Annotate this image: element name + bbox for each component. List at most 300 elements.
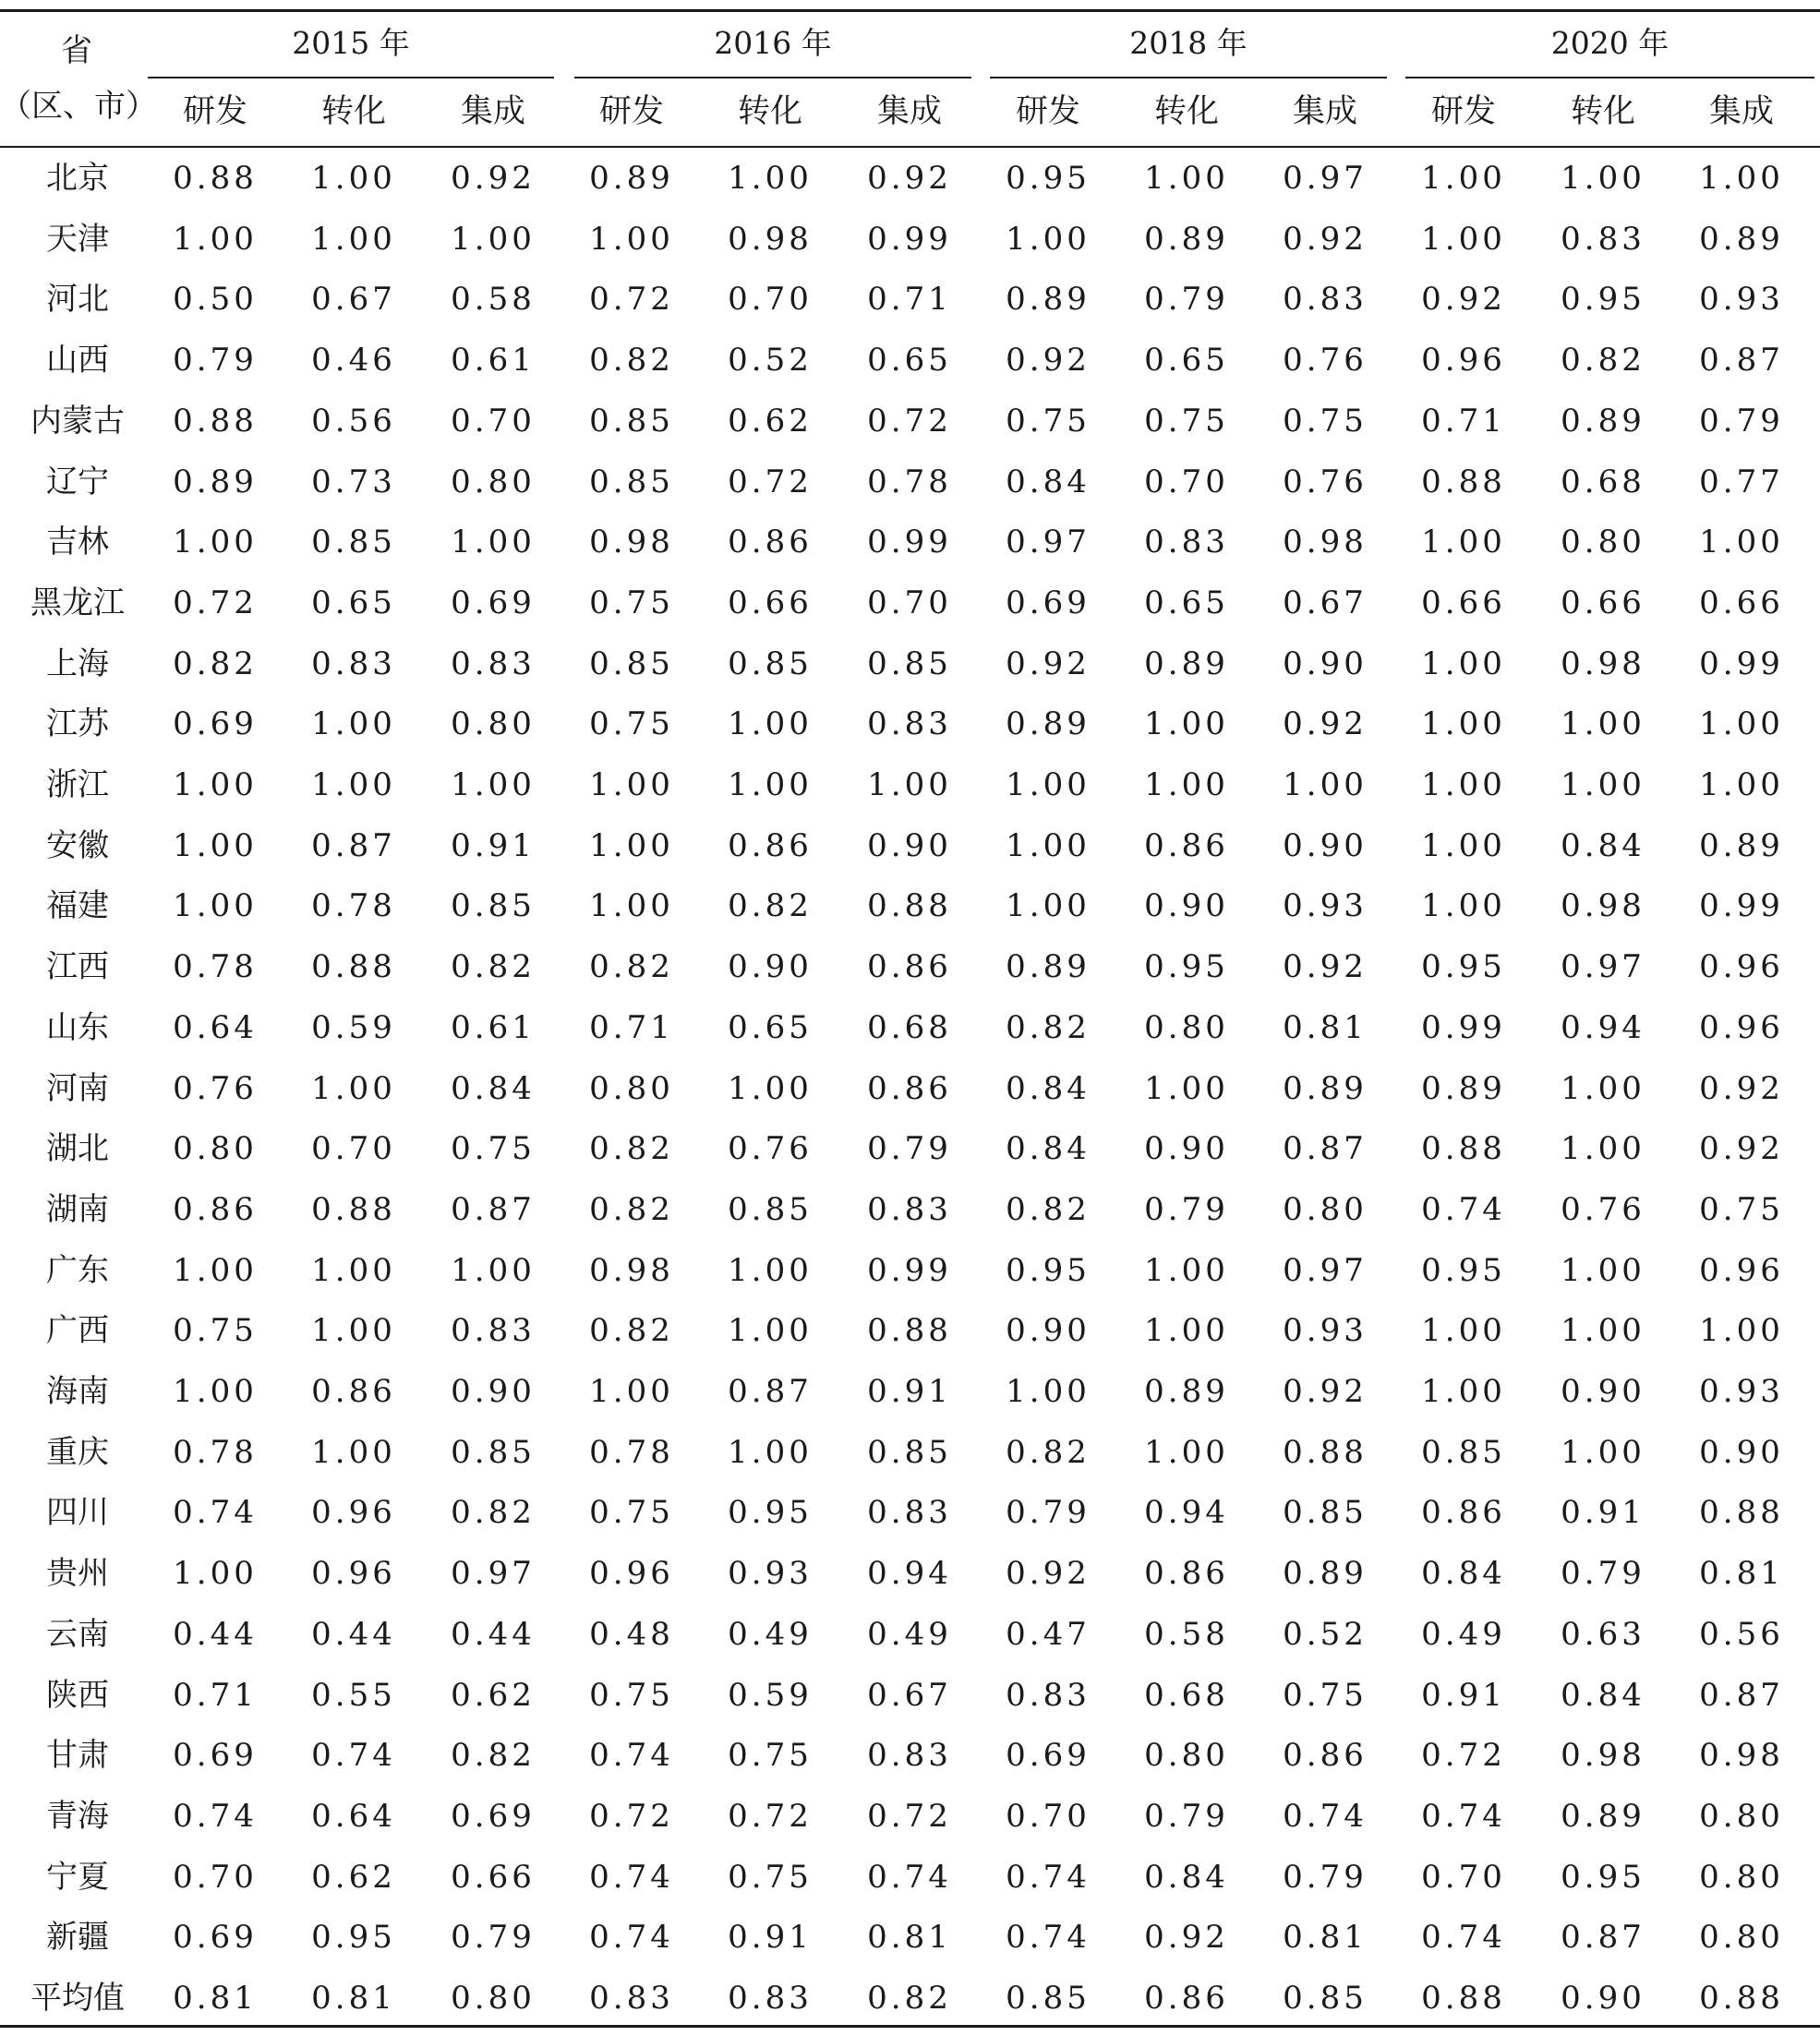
table-cell: 0.79 bbox=[451, 1919, 536, 1956]
table-cell: 0.98 bbox=[1699, 1737, 1784, 1774]
table-cell: 0.78 bbox=[867, 464, 952, 500]
table-cell: 0.98 bbox=[1283, 524, 1368, 560]
table-cell: 0.89 bbox=[1283, 1070, 1368, 1107]
table-cell: 1.00 bbox=[1144, 1434, 1229, 1471]
table-cell: 0.56 bbox=[311, 403, 396, 440]
table-cell: 1.00 bbox=[589, 827, 674, 864]
table-cell: 1.00 bbox=[173, 766, 258, 803]
table-cell: 1.00 bbox=[311, 221, 396, 258]
table-cell: 0.74 bbox=[173, 1798, 258, 1835]
table-cell: 0.96 bbox=[589, 1555, 674, 1592]
table-cell: 1.00 bbox=[1421, 524, 1506, 560]
table-cell: 0.81 bbox=[311, 1980, 396, 2017]
table-cell: 0.72 bbox=[589, 281, 674, 318]
table-cell: 0.81 bbox=[1283, 1009, 1368, 1046]
region-name: 重庆 bbox=[46, 1434, 109, 1471]
table-cell: 0.80 bbox=[1699, 1859, 1784, 1896]
region-name: 浙江 bbox=[46, 766, 109, 803]
table-cell: 0.83 bbox=[867, 705, 952, 742]
table-cell: 1.00 bbox=[451, 221, 536, 258]
table-cell: 0.49 bbox=[1421, 1616, 1506, 1653]
table-cell: 0.75 bbox=[1283, 1677, 1368, 1714]
region-name: 吉林 bbox=[46, 524, 109, 560]
region-name: 湖北 bbox=[46, 1130, 109, 1167]
table-cell: 0.95 bbox=[1421, 1252, 1506, 1289]
year-header: 2018 年 bbox=[1129, 25, 1247, 61]
table-cell: 0.82 bbox=[1006, 1434, 1091, 1471]
table-cell: 0.92 bbox=[1006, 342, 1091, 379]
table-cell: 0.86 bbox=[1144, 1555, 1229, 1592]
table-cell: 0.76 bbox=[1561, 1191, 1645, 1228]
table-cell: 1.00 bbox=[1421, 1312, 1506, 1349]
table-cell: 0.83 bbox=[1006, 1677, 1091, 1714]
table-cell: 0.88 bbox=[867, 887, 952, 924]
table-cell: 0.79 bbox=[1144, 1798, 1229, 1835]
table-cell: 0.88 bbox=[1699, 1494, 1784, 1531]
table-cell: 0.88 bbox=[311, 1191, 396, 1228]
table-cell: 0.98 bbox=[1561, 887, 1645, 924]
table-cell: 0.89 bbox=[1006, 948, 1091, 985]
table-cell: 0.85 bbox=[1421, 1434, 1506, 1471]
table-cell: 0.75 bbox=[173, 1312, 258, 1349]
table-cell: 0.85 bbox=[1283, 1980, 1368, 2017]
region-name: 四川 bbox=[46, 1494, 109, 1531]
table-cell: 0.81 bbox=[1699, 1555, 1784, 1592]
table-cell: 1.00 bbox=[1421, 160, 1506, 197]
table-cell: 0.91 bbox=[728, 1919, 813, 1956]
table-cell: 0.96 bbox=[1699, 1009, 1784, 1046]
table-cell: 0.80 bbox=[451, 1980, 536, 2017]
table-cell: 0.84 bbox=[1561, 827, 1645, 864]
table-cell: 0.84 bbox=[1006, 1070, 1091, 1107]
table-cell: 0.89 bbox=[1561, 403, 1645, 440]
table-cell: 0.91 bbox=[1421, 1677, 1506, 1714]
table-cell: 0.81 bbox=[867, 1919, 952, 1956]
table-cell: 0.83 bbox=[451, 645, 536, 682]
table-cell: 1.00 bbox=[1144, 1252, 1229, 1289]
table-cell: 1.00 bbox=[1421, 766, 1506, 803]
table-cell: 0.95 bbox=[1144, 948, 1229, 985]
table-cell: 1.00 bbox=[311, 160, 396, 197]
table-cell: 0.83 bbox=[867, 1737, 952, 1774]
table-cell: 0.82 bbox=[451, 948, 536, 985]
region-name: 平均值 bbox=[30, 1980, 125, 2017]
table-cell: 0.83 bbox=[311, 645, 396, 682]
table-cell: 0.97 bbox=[1283, 1252, 1368, 1289]
table-cell: 0.92 bbox=[1283, 221, 1368, 258]
table-cell: 1.00 bbox=[1144, 766, 1229, 803]
table-cell: 0.82 bbox=[1006, 1009, 1091, 1046]
region-name: 河南 bbox=[46, 1070, 109, 1107]
table-cell: 0.84 bbox=[451, 1070, 536, 1107]
table-cell: 1.00 bbox=[173, 524, 258, 560]
table-cell: 0.75 bbox=[728, 1859, 813, 1896]
table-cell: 0.56 bbox=[1699, 1616, 1784, 1653]
table-cell: 0.91 bbox=[451, 827, 536, 864]
table-cell: 0.85 bbox=[589, 645, 674, 682]
table-cell: 0.79 bbox=[867, 1130, 952, 1167]
region-name: 海南 bbox=[46, 1373, 109, 1410]
table-cell: 0.74 bbox=[1283, 1798, 1368, 1835]
table-cell: 0.72 bbox=[728, 464, 813, 500]
table-cell: 1.00 bbox=[589, 1373, 674, 1410]
table-cell: 0.44 bbox=[173, 1616, 258, 1653]
table-cell: 1.00 bbox=[1561, 766, 1645, 803]
column-header: 研发 bbox=[1430, 93, 1496, 130]
table-cell: 0.74 bbox=[1421, 1191, 1506, 1228]
table-cell: 0.84 bbox=[1144, 1859, 1229, 1896]
table-cell: 0.87 bbox=[311, 827, 396, 864]
table-cell: 0.67 bbox=[1283, 584, 1368, 621]
table-cell: 0.92 bbox=[867, 160, 952, 197]
table-cell: 1.00 bbox=[1561, 1312, 1645, 1349]
table-cell: 1.00 bbox=[867, 766, 952, 803]
table-cell: 1.00 bbox=[728, 1252, 813, 1289]
table-cell: 0.89 bbox=[1699, 827, 1784, 864]
table-cell: 0.82 bbox=[173, 645, 258, 682]
table-cell: 0.66 bbox=[1421, 584, 1506, 621]
table-cell: 0.68 bbox=[1561, 464, 1645, 500]
table-cell: 0.44 bbox=[311, 1616, 396, 1653]
table-cell: 1.00 bbox=[1421, 221, 1506, 258]
table-cell: 0.85 bbox=[728, 1191, 813, 1228]
table-cell: 0.95 bbox=[1006, 1252, 1091, 1289]
region-name: 山东 bbox=[46, 1009, 109, 1046]
table-cell: 0.92 bbox=[1283, 1373, 1368, 1410]
table-cell: 0.86 bbox=[1421, 1494, 1506, 1531]
table-cell: 0.69 bbox=[451, 584, 536, 621]
table-cell: 0.87 bbox=[728, 1373, 813, 1410]
table-cell: 0.72 bbox=[1421, 1737, 1506, 1774]
table-cell: 0.92 bbox=[1006, 1555, 1091, 1592]
region-name: 湖南 bbox=[46, 1191, 109, 1228]
table-cell: 0.88 bbox=[1421, 1130, 1506, 1167]
table-cell: 0.98 bbox=[1561, 1737, 1645, 1774]
table-cell: 0.95 bbox=[1561, 281, 1645, 318]
table-cell: 0.96 bbox=[1699, 948, 1784, 985]
table-cell: 1.00 bbox=[1283, 766, 1368, 803]
table-cell: 0.69 bbox=[173, 1919, 258, 1956]
table-cell: 0.89 bbox=[1144, 221, 1229, 258]
table-cell: 0.62 bbox=[451, 1677, 536, 1714]
region-name: 广西 bbox=[46, 1312, 109, 1349]
table-cell: 0.89 bbox=[1421, 1070, 1506, 1107]
region-name: 山西 bbox=[46, 342, 109, 379]
table-cell: 0.89 bbox=[1283, 1555, 1368, 1592]
table-cell: 0.69 bbox=[451, 1798, 536, 1835]
table-cell: 0.49 bbox=[867, 1616, 952, 1653]
table-cell: 0.85 bbox=[728, 645, 813, 682]
table-cell: 0.88 bbox=[173, 160, 258, 197]
table-cell: 0.90 bbox=[1561, 1980, 1645, 2017]
table-cell: 1.00 bbox=[1144, 705, 1229, 742]
table-cell: 0.70 bbox=[867, 584, 952, 621]
table-cell: 0.74 bbox=[589, 1859, 674, 1896]
table-cell: 1.00 bbox=[173, 1373, 258, 1410]
table-cell: 1.00 bbox=[1006, 1373, 1091, 1410]
table-cell: 0.90 bbox=[1283, 827, 1368, 864]
table-cell: 0.75 bbox=[1699, 1191, 1784, 1228]
table-cell: 0.89 bbox=[1144, 1373, 1229, 1410]
region-name: 辽宁 bbox=[46, 464, 109, 500]
table-cell: 0.79 bbox=[1283, 1859, 1368, 1896]
table-cell: 0.99 bbox=[867, 221, 952, 258]
table-cell: 1.00 bbox=[311, 1434, 396, 1471]
table-cell: 0.85 bbox=[589, 403, 674, 440]
table-cell: 0.90 bbox=[728, 948, 813, 985]
year-header: 2015 年 bbox=[292, 25, 410, 61]
table-cell: 1.00 bbox=[728, 766, 813, 803]
table-cell: 1.00 bbox=[173, 887, 258, 924]
year-header: 2020 年 bbox=[1550, 25, 1669, 61]
table-cell: 0.58 bbox=[451, 281, 536, 318]
table-cell: 0.86 bbox=[1283, 1737, 1368, 1774]
table-cell: 0.73 bbox=[311, 464, 396, 500]
table-cell: 1.00 bbox=[451, 1252, 536, 1289]
table-cell: 1.00 bbox=[1561, 1252, 1645, 1289]
table-cell: 0.80 bbox=[1561, 524, 1645, 560]
table-cell: 0.84 bbox=[1006, 464, 1091, 500]
table-cell: 0.75 bbox=[728, 1737, 813, 1774]
region-name: 天津 bbox=[46, 221, 109, 258]
table-cell: 0.82 bbox=[728, 887, 813, 924]
table-cell: 0.72 bbox=[728, 1798, 813, 1835]
region-name: 黑龙江 bbox=[30, 584, 125, 621]
table-cell: 0.89 bbox=[1006, 281, 1091, 318]
table-cell: 0.80 bbox=[1283, 1191, 1368, 1228]
column-header: 研发 bbox=[182, 93, 247, 130]
table-cell: 0.65 bbox=[1144, 584, 1229, 621]
table-cell: 0.75 bbox=[589, 584, 674, 621]
table-cell: 0.66 bbox=[728, 584, 813, 621]
table-cell: 0.72 bbox=[867, 403, 952, 440]
table-cell: 1.00 bbox=[311, 1252, 396, 1289]
table-cell: 0.92 bbox=[1283, 705, 1368, 742]
table-cell: 0.85 bbox=[311, 524, 396, 560]
table-cell: 0.90 bbox=[1144, 887, 1229, 924]
table-cell: 1.00 bbox=[1421, 827, 1506, 864]
region-header: 省 bbox=[61, 32, 94, 69]
region-name: 河北 bbox=[46, 281, 109, 318]
table-cell: 0.85 bbox=[1006, 1980, 1091, 2017]
table-cell: 0.80 bbox=[1699, 1919, 1784, 1956]
table-cell: 1.00 bbox=[1006, 827, 1091, 864]
table-cell: 0.86 bbox=[1144, 1980, 1229, 2017]
table-cell: 1.00 bbox=[728, 705, 813, 742]
table-cell: 0.95 bbox=[1006, 160, 1091, 197]
table-cell: 1.00 bbox=[311, 1312, 396, 1349]
table-cell: 0.83 bbox=[867, 1191, 952, 1228]
column-header: 转化 bbox=[737, 93, 802, 130]
table-cell: 0.88 bbox=[173, 403, 258, 440]
table-cell: 1.00 bbox=[1699, 524, 1784, 560]
table-cell: 0.58 bbox=[1144, 1616, 1229, 1653]
table-cell: 1.00 bbox=[1561, 1434, 1645, 1471]
table-cell: 1.00 bbox=[728, 1434, 813, 1471]
table-cell: 0.84 bbox=[1006, 1130, 1091, 1167]
table-cell: 1.00 bbox=[1421, 887, 1506, 924]
column-header: 集成 bbox=[1292, 93, 1357, 130]
table-cell: 0.70 bbox=[311, 1130, 396, 1167]
table-cell: 0.70 bbox=[1421, 1859, 1506, 1896]
header-rule bbox=[0, 146, 1820, 148]
column-header: 集成 bbox=[460, 93, 525, 130]
table-cell: 0.89 bbox=[589, 160, 674, 197]
table-cell: 0.83 bbox=[1283, 281, 1368, 318]
table-cell: 0.69 bbox=[173, 1737, 258, 1774]
table-cell: 0.65 bbox=[867, 342, 952, 379]
table-cell: 0.59 bbox=[728, 1677, 813, 1714]
table-cell: 0.79 bbox=[173, 342, 258, 379]
table-cell: 0.81 bbox=[1283, 1919, 1368, 1956]
table-cell: 0.66 bbox=[1699, 584, 1784, 621]
table-cell: 0.97 bbox=[1006, 524, 1091, 560]
column-header: 转化 bbox=[1153, 93, 1219, 130]
table-cell: 0.82 bbox=[589, 1130, 674, 1167]
table-cell: 0.70 bbox=[1144, 464, 1229, 500]
top-rule bbox=[0, 9, 1820, 12]
table-cell: 0.79 bbox=[1561, 1555, 1645, 1592]
table-cell: 0.64 bbox=[311, 1798, 396, 1835]
table-cell: 0.71 bbox=[867, 281, 952, 318]
table-cell: 0.55 bbox=[311, 1677, 396, 1714]
table-cell: 0.74 bbox=[1006, 1859, 1091, 1896]
table-cell: 0.82 bbox=[867, 1980, 952, 2017]
region-name: 江苏 bbox=[46, 705, 109, 742]
table-cell: 1.00 bbox=[589, 887, 674, 924]
table-cell: 0.86 bbox=[867, 1070, 952, 1107]
table-cell: 0.97 bbox=[1283, 160, 1368, 197]
table-cell: 0.95 bbox=[1561, 1859, 1645, 1896]
table-cell: 0.49 bbox=[728, 1616, 813, 1653]
table-cell: 0.82 bbox=[589, 1191, 674, 1228]
table-cell: 0.76 bbox=[173, 1070, 258, 1107]
region-header-sub: （区、市） bbox=[0, 88, 157, 125]
table-cell: 0.74 bbox=[867, 1859, 952, 1896]
region-name: 安徽 bbox=[46, 827, 109, 864]
region-name: 宁夏 bbox=[46, 1859, 109, 1896]
table-cell: 0.61 bbox=[451, 342, 536, 379]
table-cell: 0.94 bbox=[1561, 1009, 1645, 1046]
table-cell: 0.92 bbox=[1699, 1070, 1784, 1107]
table-cell: 0.64 bbox=[173, 1009, 258, 1046]
region-name: 广东 bbox=[46, 1252, 109, 1289]
year-group-rule bbox=[1405, 77, 1814, 78]
table-cell: 0.76 bbox=[728, 1130, 813, 1167]
table-cell: 0.85 bbox=[1283, 1494, 1368, 1531]
table-cell: 0.97 bbox=[451, 1555, 536, 1592]
year-header: 2016 年 bbox=[714, 25, 832, 61]
table-cell: 0.75 bbox=[1006, 403, 1091, 440]
table-cell: 1.00 bbox=[1699, 1312, 1784, 1349]
column-header: 集成 bbox=[876, 93, 942, 130]
table-cell: 0.80 bbox=[1144, 1009, 1229, 1046]
table-cell: 0.92 bbox=[1006, 645, 1091, 682]
table-cell: 0.74 bbox=[1421, 1798, 1506, 1835]
region-name: 陕西 bbox=[46, 1677, 109, 1714]
table-cell: 0.80 bbox=[451, 705, 536, 742]
table-cell: 0.79 bbox=[1144, 1191, 1229, 1228]
region-name: 上海 bbox=[46, 645, 109, 682]
region-name: 江西 bbox=[46, 948, 109, 985]
table-cell: 1.00 bbox=[1144, 160, 1229, 197]
table-cell: 0.75 bbox=[589, 705, 674, 742]
table-cell: 0.83 bbox=[728, 1980, 813, 2017]
table-cell: 0.52 bbox=[1283, 1616, 1368, 1653]
table-cell: 0.89 bbox=[1561, 1798, 1645, 1835]
table-cell: 1.00 bbox=[1144, 1070, 1229, 1107]
table-cell: 0.69 bbox=[1006, 584, 1091, 621]
region-name: 福建 bbox=[46, 887, 109, 924]
region-name: 贵州 bbox=[46, 1555, 109, 1592]
table-cell: 0.59 bbox=[311, 1009, 396, 1046]
table-cell: 0.71 bbox=[173, 1677, 258, 1714]
table-cell: 0.89 bbox=[1144, 645, 1229, 682]
table-cell: 0.92 bbox=[1421, 281, 1506, 318]
table-cell: 0.83 bbox=[1144, 524, 1229, 560]
region-name: 云南 bbox=[46, 1616, 109, 1653]
table-cell: 0.96 bbox=[311, 1555, 396, 1592]
table-cell: 0.99 bbox=[1421, 1009, 1506, 1046]
table-cell: 0.88 bbox=[1421, 464, 1506, 500]
table-cell: 1.00 bbox=[1421, 705, 1506, 742]
table-cell: 1.00 bbox=[1561, 1070, 1645, 1107]
table-cell: 0.75 bbox=[451, 1130, 536, 1167]
table-cell: 0.95 bbox=[1421, 948, 1506, 985]
table-cell: 1.00 bbox=[1699, 766, 1784, 803]
table-cell: 0.78 bbox=[589, 1434, 674, 1471]
table-cell: 0.93 bbox=[1699, 281, 1784, 318]
table-cell: 0.72 bbox=[867, 1798, 952, 1835]
table-cell: 0.62 bbox=[728, 403, 813, 440]
table-cell: 1.00 bbox=[1561, 705, 1645, 742]
table-cell: 0.83 bbox=[451, 1312, 536, 1349]
table-cell: 0.94 bbox=[1144, 1494, 1229, 1531]
region-name: 新疆 bbox=[46, 1919, 109, 1956]
table-cell: 0.99 bbox=[1699, 887, 1784, 924]
table-cell: 0.92 bbox=[451, 160, 536, 197]
table-cell: 0.74 bbox=[589, 1919, 674, 1956]
table-cell: 0.87 bbox=[1283, 1130, 1368, 1167]
table-cell: 0.67 bbox=[311, 281, 396, 318]
table-cell: 1.00 bbox=[173, 1252, 258, 1289]
table-cell: 0.88 bbox=[1421, 1980, 1506, 2017]
table-cell: 0.99 bbox=[867, 524, 952, 560]
region-name: 青海 bbox=[46, 1798, 109, 1835]
region-name: 内蒙古 bbox=[30, 403, 125, 440]
table-cell: 1.00 bbox=[311, 705, 396, 742]
table-cell: 0.62 bbox=[311, 1859, 396, 1896]
table-cell: 0.88 bbox=[311, 948, 396, 985]
table-cell: 0.80 bbox=[589, 1070, 674, 1107]
table-cell: 0.79 bbox=[1006, 1494, 1091, 1531]
column-header: 集成 bbox=[1708, 93, 1774, 130]
table-cell: 0.66 bbox=[1561, 584, 1645, 621]
table-cell: 0.92 bbox=[1699, 1130, 1784, 1167]
table-cell: 1.00 bbox=[311, 1070, 396, 1107]
table-cell: 0.86 bbox=[867, 948, 952, 985]
table-cell: 1.00 bbox=[1006, 766, 1091, 803]
table-cell: 0.86 bbox=[311, 1373, 396, 1410]
table-cell: 0.74 bbox=[589, 1737, 674, 1774]
table-cell: 0.87 bbox=[451, 1191, 536, 1228]
table-cell: 0.70 bbox=[728, 281, 813, 318]
table-cell: 0.84 bbox=[1561, 1677, 1645, 1714]
table-cell: 0.78 bbox=[173, 948, 258, 985]
year-group-rule bbox=[148, 77, 554, 78]
table-cell: 0.90 bbox=[1283, 645, 1368, 682]
table-cell: 0.70 bbox=[451, 403, 536, 440]
